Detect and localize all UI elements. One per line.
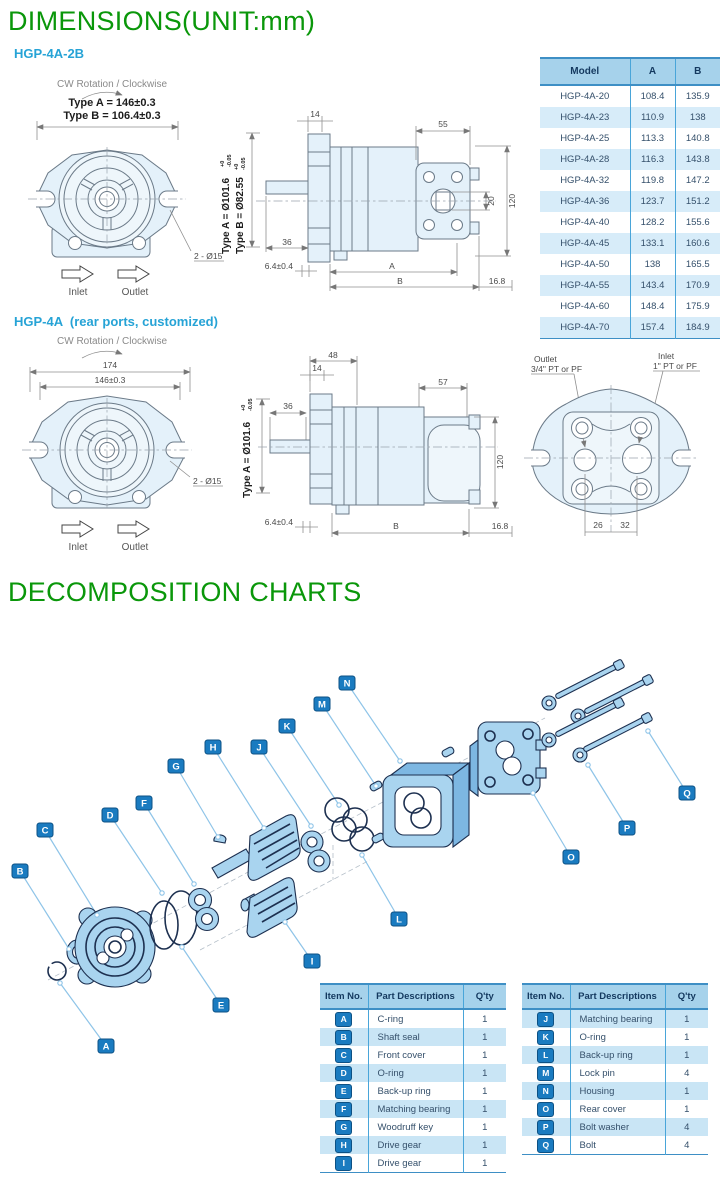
item-badge: F [335, 1102, 352, 1117]
item-cell [522, 1028, 570, 1046]
b-cell: 175.9 [675, 296, 720, 317]
description-cell: O-ring [570, 1028, 665, 1046]
part-front-cover [75, 907, 155, 987]
item-badge: J [537, 1012, 554, 1027]
a-cell: 157.4 [630, 317, 675, 339]
part-label-o [563, 850, 579, 864]
item-badge: L [537, 1048, 554, 1063]
col-qty: Q'ty [463, 984, 506, 1009]
port-bolt-hole [69, 491, 82, 504]
dim-type-a-diameter [220, 154, 233, 254]
svg-text:-0.05: -0.05 [248, 398, 254, 411]
item-cell [320, 1154, 368, 1173]
parts-row [522, 1009, 708, 1028]
model-cell: HGP-4A-23 [540, 107, 630, 128]
part-matching-bearing-front [189, 889, 219, 931]
qty-cell: 1 [463, 1082, 506, 1100]
model-cell: HGP-4A-60 [560, 301, 610, 312]
qty-cell: 1 [463, 1100, 506, 1118]
dim-55: 55 [438, 119, 448, 129]
b-cell: 165.5 [675, 254, 720, 275]
item-badge: D [335, 1066, 352, 1081]
description-cell: O-ring [368, 1064, 463, 1082]
qty-cell: 1 [463, 1154, 506, 1173]
body-foot [334, 251, 347, 260]
col-a: A [630, 58, 675, 85]
svg-text:J: J [256, 742, 262, 754]
b-cell: 143.8 [675, 149, 720, 170]
part-drive-gear-shaft [212, 815, 300, 881]
dim-type-a: Type A = 146±0.3 [68, 97, 156, 109]
outlet-port-label: Outlet [534, 354, 557, 364]
item-cell [320, 1082, 368, 1100]
part-label-b [12, 864, 28, 878]
port-bolt-hole [133, 237, 146, 250]
item-cell [320, 1118, 368, 1136]
a-cell: 123.7 [630, 191, 675, 212]
a-cell: 138 [630, 254, 675, 275]
description-cell: Back-up ring [570, 1046, 665, 1064]
model-cell: HGP-4A-50 [560, 259, 610, 270]
col-item-no: Item No. [522, 984, 570, 1009]
part-bolts [554, 659, 654, 754]
dim-20: 20 [486, 196, 496, 206]
model-cell: HGP-4A-55 [540, 275, 630, 296]
item-badge: G [335, 1120, 352, 1135]
inlet-port-size: 1" PT or PF [653, 361, 697, 371]
description-cell: Bolt [570, 1136, 665, 1155]
svg-text:I: I [310, 956, 314, 968]
part-label-n [339, 676, 355, 690]
page-title-decomposition: DECOMPOSITION CHARTS [8, 577, 362, 607]
part-label-m [314, 697, 330, 711]
a-cell: 128.2 [630, 212, 675, 233]
description-cell: Front cover [368, 1046, 463, 1064]
dim-36: 36 [282, 237, 292, 247]
parts-row [320, 1100, 506, 1118]
port-bolt-hole [133, 491, 146, 504]
qty-cell: 1 [463, 1009, 506, 1028]
rotation-label: CW Rotation / Clockwise [57, 336, 168, 347]
item-cell [320, 1064, 368, 1082]
qty-cell: 1 [665, 1028, 708, 1046]
dim-26: 26 [593, 520, 603, 530]
item-badge: P [537, 1120, 554, 1135]
side-tab [470, 168, 479, 180]
svg-text:Q: Q [683, 788, 691, 800]
item-cell [320, 1100, 368, 1118]
parts-row [320, 1154, 506, 1173]
table-row [540, 254, 720, 275]
mounting-flange [308, 134, 330, 262]
b-cell: 155.6 [675, 212, 720, 233]
description-cell: Matching bearing [570, 1009, 665, 1028]
parts-row [522, 1082, 708, 1100]
table-row [540, 128, 720, 149]
item-badge: N [537, 1084, 554, 1099]
model-cell: HGP-4A-20 [560, 91, 610, 102]
model-cell: HGP-4A-28 [540, 149, 630, 170]
table-row [540, 296, 720, 317]
shaft [266, 181, 308, 194]
description-cell: Woodruff key [368, 1118, 463, 1136]
part-label-e [213, 998, 229, 1012]
part-label-p [619, 821, 635, 835]
qty-cell: 1 [665, 1009, 708, 1028]
parts-row [320, 1046, 506, 1064]
dim-146: 146±0.3 [94, 375, 126, 385]
description-cell: Rear cover [570, 1100, 665, 1118]
dim-36: 36 [283, 401, 293, 411]
parts-table-left [320, 983, 506, 1173]
b-cell: 151.2 [675, 191, 720, 212]
hole-note: 2 - Ø15 [193, 476, 222, 486]
model-cell: HGP-4A-70 [540, 317, 630, 339]
table-row [540, 212, 720, 233]
part-housing [383, 763, 469, 847]
parts-row [320, 1082, 506, 1100]
section-heading-hgp-4a-2b: HGP-4A-2B [14, 46, 85, 61]
b-cell: 170.9 [675, 275, 720, 296]
qty-cell: 4 [665, 1118, 708, 1136]
b-cell: 135.9 [675, 85, 720, 107]
svg-text:E: E [217, 1000, 225, 1012]
part-label-i [304, 954, 320, 968]
item-cell [522, 1136, 570, 1155]
col-part-descriptions: Part Descriptions [570, 984, 665, 1009]
part-label-d [102, 808, 118, 822]
item-badge: E [335, 1084, 352, 1099]
part-label-g [168, 759, 184, 773]
dim-A: A [389, 261, 395, 271]
side-view-drawing-1 [220, 109, 517, 291]
parts-row [320, 1028, 506, 1046]
dim-32: 32 [620, 520, 630, 530]
item-cell [522, 1118, 570, 1136]
item-badge: Q [537, 1138, 554, 1153]
rotation-label: CW Rotation / Clockwise [57, 79, 168, 90]
svg-text:Type A = Ø101.6: Type A = Ø101.6 [221, 177, 232, 254]
shaft [270, 440, 310, 453]
hole-note: 2 - Ø15 [194, 251, 223, 261]
table-header-row [540, 58, 720, 85]
qty-cell: 1 [665, 1046, 708, 1064]
pump-body [330, 147, 418, 251]
dim-14: 14 [312, 363, 322, 373]
item-badge: A [335, 1012, 352, 1027]
table-row [540, 149, 720, 170]
svg-text:C: C [41, 825, 49, 837]
description-cell: Back-up ring [368, 1082, 463, 1100]
part-label-k [279, 719, 295, 733]
outlet-port [574, 449, 596, 471]
description-cell: Housing [570, 1082, 665, 1100]
part-matching-bearing-rear [301, 831, 330, 872]
qty-cell: 1 [463, 1064, 506, 1082]
svg-text:Type A = Ø101.6: Type A = Ø101.6 [242, 421, 253, 498]
parts-row [522, 1028, 708, 1046]
parts-row [522, 1100, 708, 1118]
model-cell: HGP-4A-36 [540, 191, 630, 212]
inlet-arrow-icon [62, 266, 93, 282]
parts-row [522, 1064, 708, 1082]
a-cell: 143.4 [630, 275, 675, 296]
svg-text:F: F [141, 798, 147, 810]
svg-text:-0.05: -0.05 [227, 154, 233, 167]
description-cell: Matching bearing [368, 1100, 463, 1118]
qty-cell: 1 [463, 1046, 506, 1064]
rear-view-drawing [524, 351, 700, 536]
a-cell: 119.8 [630, 170, 675, 191]
model-cell: HGP-4A-32 [560, 175, 610, 186]
dim-120: 120 [495, 454, 505, 470]
dim-48: 48 [328, 350, 338, 360]
description-cell: Drive gear [368, 1154, 463, 1173]
dim-6-4: 6.4±0.4 [264, 261, 293, 271]
col-part-descriptions: Part Descriptions [368, 984, 463, 1009]
a-cell: 133.1 [630, 233, 675, 254]
dim-57: 57 [438, 377, 448, 387]
table-row [540, 170, 720, 191]
qty-cell: 1 [665, 1082, 708, 1100]
table-row [540, 85, 720, 107]
rotation-arc-arrow [82, 351, 122, 358]
front-view-drawing-2 [22, 336, 223, 553]
model-dimension-table [540, 57, 720, 339]
parts-row [522, 1046, 708, 1064]
item-badge: K [537, 1030, 554, 1045]
inlet-arrow-icon [62, 521, 93, 537]
qty-cell: 4 [665, 1136, 708, 1155]
port-bolt-hole [69, 237, 82, 250]
a-cell: 148.4 [630, 296, 675, 317]
side-view-drawing-2 [241, 350, 512, 537]
section-heading-hgp-4a-rear: HGP-4A (rear ports, customized) [14, 314, 218, 329]
inlet-label: Inlet [68, 287, 88, 298]
part-label-f [136, 796, 152, 810]
table-row [540, 233, 720, 254]
a-cell: 116.3 [630, 149, 675, 170]
dim-14: 14 [310, 109, 320, 119]
table-header-row [522, 984, 708, 1009]
col-model: Model [540, 58, 630, 85]
item-cell [320, 1009, 368, 1028]
svg-text:N: N [343, 678, 351, 690]
dim-B: B [393, 521, 399, 531]
item-cell [522, 1100, 570, 1118]
parts-row [320, 1064, 506, 1082]
front-view-drawing-1 [28, 79, 224, 298]
parts-row [320, 1118, 506, 1136]
side-tab [469, 490, 480, 504]
parts-row [320, 1136, 506, 1154]
part-o-ring-front [150, 901, 179, 949]
qty-cell: 1 [463, 1118, 506, 1136]
inlet-port [623, 445, 652, 474]
svg-text:+0: +0 [241, 404, 247, 411]
part-label-q [679, 786, 695, 800]
page-title-dimensions: DIMENSIONS(UNIT:mm) [8, 6, 316, 36]
dim-16-8: 16.8 [488, 276, 506, 286]
svg-text:+0: +0 [234, 163, 240, 170]
description-cell: Lock pin [570, 1064, 665, 1082]
part-label-l [391, 912, 407, 926]
item-cell [320, 1028, 368, 1046]
part-label-j [251, 740, 267, 754]
svg-text:H: H [209, 742, 217, 754]
svg-text:+0: +0 [220, 160, 226, 167]
b-cell: 140.8 [675, 128, 720, 149]
svg-text:D: D [106, 810, 114, 822]
part-label-a [98, 1039, 114, 1053]
table-row [540, 275, 720, 296]
item-cell [522, 1009, 570, 1028]
item-badge: I [335, 1156, 352, 1171]
item-badge: C [335, 1048, 352, 1063]
body-foot [336, 505, 349, 514]
svg-text:M: M [318, 699, 326, 711]
description-cell: C-ring [368, 1009, 463, 1028]
model-cell: HGP-4A-40 [560, 217, 610, 228]
a-cell: 110.9 [630, 107, 675, 128]
b-cell: 138 [675, 107, 720, 128]
part-label-c [37, 823, 53, 837]
table-header-row [320, 984, 506, 1009]
svg-text:-0.05: -0.05 [241, 157, 247, 170]
a-cell: 113.3 [630, 128, 675, 149]
svg-text:L: L [396, 914, 402, 926]
table-row [540, 317, 720, 339]
dim-174: 174 [102, 360, 118, 370]
dim-16-8: 16.8 [491, 521, 509, 531]
inlet-port-label: Inlet [658, 351, 675, 361]
qty-cell: 1 [665, 1100, 708, 1118]
model-cell: HGP-4A-45 [540, 233, 630, 254]
side-tab [470, 222, 479, 234]
dim-B: B [397, 276, 403, 286]
outlet-port-size: 3/4" PT or PF [531, 364, 583, 374]
item-badge: B [335, 1030, 352, 1045]
svg-text:O: O [567, 852, 575, 864]
parts-row [522, 1136, 708, 1155]
item-badge: M [537, 1066, 554, 1081]
outlet-arrow-icon [118, 521, 149, 537]
col-b: B [675, 58, 720, 85]
b-cell: 160.6 [675, 233, 720, 254]
item-cell [522, 1082, 570, 1100]
dim-type-b-diameter [234, 157, 247, 254]
dim-type-a-diameter [241, 398, 254, 498]
table-row [540, 107, 720, 128]
qty-cell: 4 [665, 1064, 708, 1082]
item-badge: O [537, 1102, 554, 1117]
item-cell [320, 1046, 368, 1064]
inlet-label: Inlet [68, 542, 88, 553]
part-label-h [205, 740, 221, 754]
item-cell [522, 1064, 570, 1082]
a-cell: 108.4 [630, 85, 675, 107]
b-cell: 184.9 [675, 317, 720, 339]
item-cell [320, 1136, 368, 1154]
parts-table-right [522, 983, 708, 1155]
col-item-no: Item No. [320, 984, 368, 1009]
item-badge: H [335, 1138, 352, 1153]
description-cell: Bolt washer [570, 1118, 665, 1136]
dim-type-b: Type B = 106.4±0.3 [63, 110, 161, 122]
col-qty: Q'ty [665, 984, 708, 1009]
svg-text:G: G [172, 761, 180, 773]
part-c-ring [48, 962, 66, 980]
outlet-arrow-icon [118, 266, 149, 282]
svg-text:P: P [623, 823, 631, 835]
table-row [540, 191, 720, 212]
qty-cell: 1 [463, 1136, 506, 1154]
outlet-label: Outlet [121, 287, 149, 298]
svg-text:Type B = Ø82.55: Type B = Ø82.55 [235, 177, 246, 254]
parts-row [522, 1118, 708, 1136]
qty-cell: 1 [463, 1028, 506, 1046]
dim-6-4: 6.4±0.4 [264, 517, 293, 527]
item-cell [522, 1046, 570, 1064]
dim-120: 120 [507, 193, 517, 209]
description-cell: Shaft seal [368, 1028, 463, 1046]
parts-row [320, 1009, 506, 1028]
description-cell: Drive gear [368, 1136, 463, 1154]
part-rear-cover [470, 722, 546, 796]
model-cell: HGP-4A-25 [560, 133, 610, 144]
b-cell: 147.2 [675, 170, 720, 191]
svg-text:K: K [283, 721, 291, 733]
outlet-label: Outlet [121, 542, 149, 553]
svg-text:B: B [16, 866, 24, 878]
svg-text:A: A [102, 1041, 110, 1053]
